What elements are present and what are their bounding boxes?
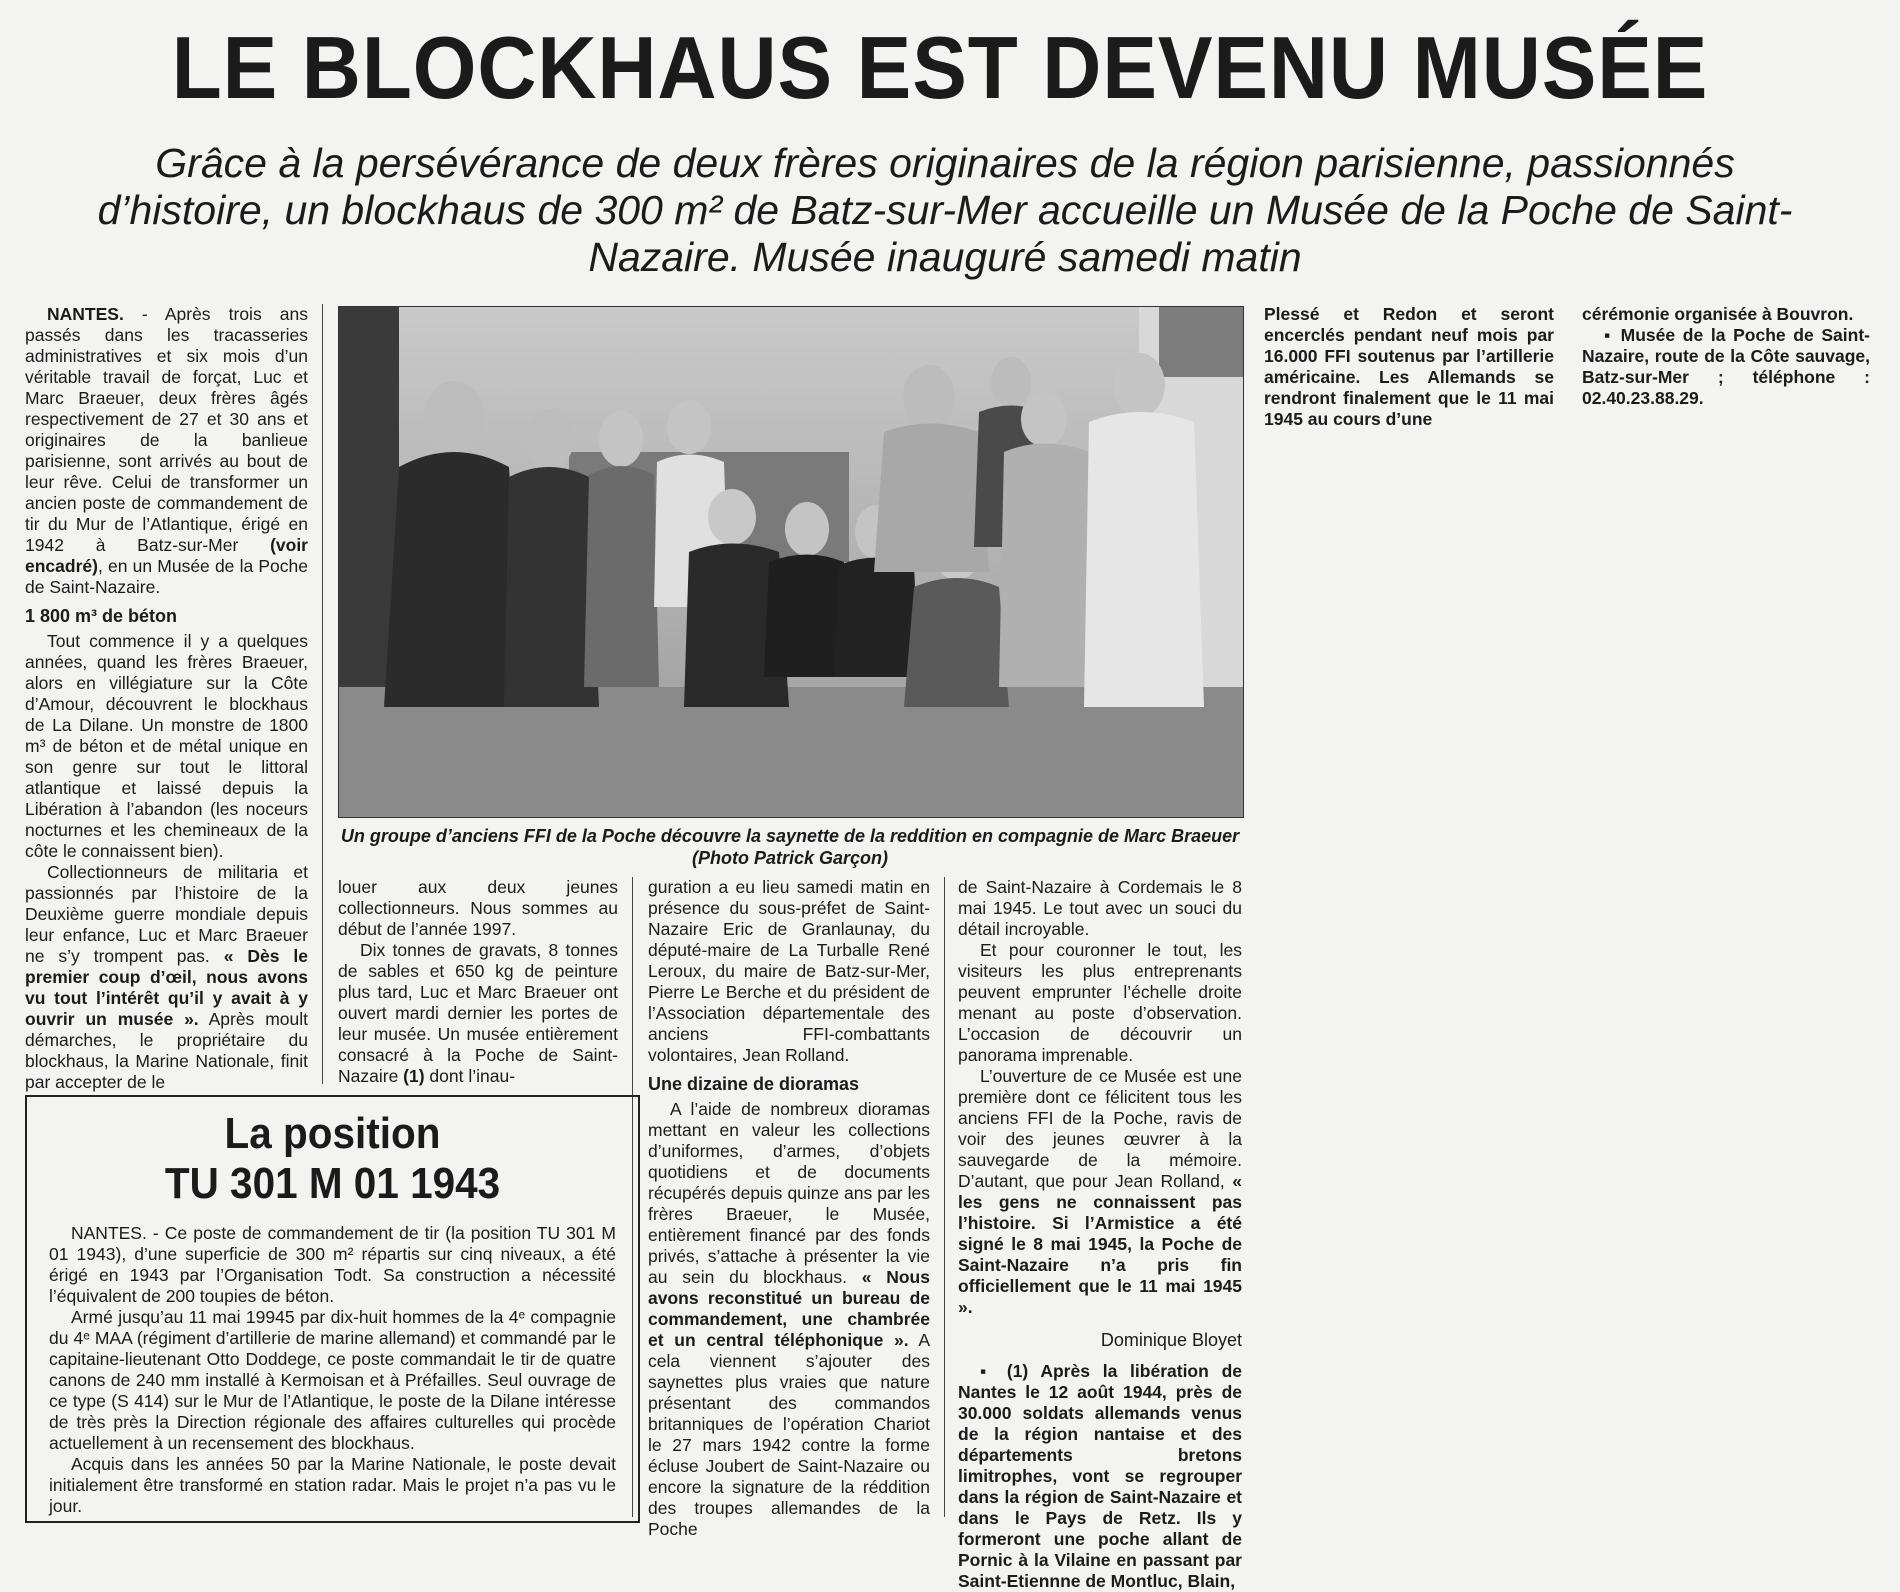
signature: Dominique Bloyet <box>1100 1330 1242 1350</box>
text: - Ce poste de commandement de tir (la position TU 301 M 01 1943), d’une superficie de 300 m² répartis sur cinq niveaux, a été érigé en 1943 par l’Organisation Todt. Sa construction a nécessité l’équivalent de 200 toupies de béton. <box>49 1223 616 1306</box>
group-photo <box>338 306 1244 818</box>
column-3-paragraph-1: guration a eu lieu samedi matin en présence du sous-préfet de Saint-Nazaire Eric de Granlaunay, du député-maire de La Turballe René Leroux, du maire de Batz-sur-Mer, Pierre Le Berche et du président de l’Association départementale des anciens FFI-combattants volontaires, Jean Rolland. <box>648 877 930 1065</box>
sidebar-box <box>25 1095 640 1523</box>
section-subtitle: 1 800 m³ de béton <box>25 606 178 626</box>
dateline: NANTES. <box>71 1223 147 1243</box>
headline: LE BLOCKHAUS EST DEVENU MUSÉE <box>171 18 1709 117</box>
sidebar-title-line-2: TU 301 M 01 1943 <box>164 1159 501 1208</box>
article-column-6 <box>1582 304 1870 424</box>
photo-illustration <box>339 307 1243 817</box>
sidebar-paragraph-2: Armé jusqu’au 11 mai 19945 par dix-huit hommes de la 4ᵉ compagnie du 4ᵉ MAA (régiment d’artillerie de marine allemand) et commandé par le capitaine-lieutenant Otto Doddege, ce poste commandait le tir de quatre canons de 240 mm installé à Kermoisan et à Préfailles. Seul ouvrage de ce type (S 414) sur le Mur de l’Atlantique, le poste de la Dilane intéresse de très près la Direction régionale des affaires culturelles qui procède actuellement à un recensement des blockhaus. <box>49 1307 616 1453</box>
text: - Après trois ans passés dans les tracasseries administratives et six mois d’un véritable travail de forçat, Luc et Marc Braeuer, deux frères âgés respectivement de 27 et 30 ans et originaires de la banlieue parisienne, sont arrivés au bout de leur rêve. Celui de transformer un ancien poste de commandement de tir du Mur de l’Atlantique, érigé en 1942 à Batz-sur-Mer <box>25 304 308 555</box>
text: dont l’inau- <box>424 1066 516 1086</box>
museum-info: ▪ Musée de la Poche de Saint-Nazaire, route de la Côte sauvage, Batz-sur-Mer ; téléphone : 02.40.23.88.29. <box>1582 325 1870 408</box>
text: A l’aide de nombreux dioramas mettant en valeur les collections d’uniformes, d’armes, d’objets quotidiens et de documents récupérés depuis quinze ans par les frères Braeuer, le Musée, entièrement financé par des fonds privés, s’attache à présenter la vie au sein du blockhaus. <box>648 1099 930 1287</box>
text: Collectionneurs de militaria et passionnés par l’histoire de la Deuxième guerre mondiale depuis leur enfance, Luc et Marc Braeuer ne s’y trompent pas. <box>25 862 308 966</box>
section-subtitle: Une dizaine de dioramas <box>648 1074 860 1094</box>
article-column-5 <box>1264 304 1554 429</box>
column-1-paragraph-2: Tout commence il y a quelques années, quand les frères Braeuer, alors en villégiature sur la Côte d’Amour, découvrent le blockhaus de La Dilane. Un monstre de 1800 m³ de béton et de métal unique en son genre sur tout le littoral atlantique et laissé depuis la Libération à l’abandon (les noceurs nocturnes et les chemineaux de la côte le connaissent bien). <box>25 631 308 861</box>
column-2-paragraph-1: louer aux deux jeunes collectionneurs. Nous sommes au début de l’année 1997. <box>338 877 618 939</box>
sidebar-title-line-1: La position <box>224 1109 441 1158</box>
photo-caption: Un groupe d’anciens FFI de la Poche découvre la saynette de la reddition en compagnie de Marc Braeuer (Photo Patrick Garçon) <box>340 826 1240 868</box>
column-1-paragraph-3 <box>25 862 308 1093</box>
text: Dix tonnes de gravats, 8 tonnes de sables et 650 kg de peinture plus tard, Luc et Marc Braeuer ont ouvert mardi dernier les portes de leur musée. Un musée entièrement consacré à la Poche de Saint-Nazaire <box>338 940 618 1086</box>
sidebar-paragraph-1 <box>49 1223 616 1307</box>
article-column-3 <box>648 877 930 1539</box>
sidebar-title <box>72 1109 594 1209</box>
column-divider <box>322 304 323 1084</box>
text: , en un Musée de la Poche de Saint-Nazaire. <box>25 556 308 597</box>
sidebar-text <box>49 1223 616 1517</box>
quote: « Nous avons reconstitué un bureau de commandement, une chambrée et un central téléphonique ». <box>648 1267 930 1350</box>
dateline: NANTES. <box>47 304 124 324</box>
subheadline: Grâce à la persévérance de deux frères originaires de la région parisienne, passionnés d’histoire, un blockhaus de 300 m² de Batz-sur-Mer accueille un Musée de la Poche de Saint-Nazaire. Musée inauguré samedi matin <box>97 140 1793 280</box>
article-column-2 <box>338 877 618 1087</box>
footnote-ref: (1) <box>403 1066 425 1086</box>
footnote: ▪ (1) Après la libération de Nantes le 12 août 1944, près de 30.000 soldats allemands venus de la région nantaise et des départements bretons limitrophes, vont se regrouper dans la région de Saint-Nazaire et dans le Pays de Retz. Ils y formeront une poche allant de Pornic à la Vilaine en passant par Saint-Etiennne de Montluc, Blain, <box>958 1361 1242 1591</box>
article-column-1 <box>25 304 308 1092</box>
text: L’ouverture de ce Musée est une première dont ce félicitent tous les anciens FFI de la Poche, ravis de voir des jeunes œuvrer à la sauvegarde de la mémoire. D’autant, que pour Jean Rolland, <box>958 1066 1242 1191</box>
text: Après moult démarches, le propriétaire du blockhaus, la Marine Nationale, finit par accepter de le <box>25 1009 308 1092</box>
column-4-paragraph-1: de Saint-Nazaire à Cordemais le 8 mai 1945. Le tout avec un souci du détail incroyable. <box>958 877 1242 939</box>
column-divider <box>944 877 945 1517</box>
article-column-4 <box>958 877 1242 1591</box>
quote: « les gens ne connaissent pas l’histoire. Si l’Armistice a été signé le 8 mai 1945, la Poche de Saint-Nazaire n’a pris fin officiellement que le 11 mai 1945 ». <box>958 1171 1242 1317</box>
text: A cela viennent s’ajouter des saynettes plus vraies que nature présentant des commandos britanniques de l’opération Chariot le 27 mars 1942 contre la forme écluse Joubert de Saint-Nazaire ou encore la signature de la réddition des troupes allemandes de la Poche <box>648 1330 930 1539</box>
column-2-paragraph-2 <box>338 940 618 1087</box>
column-4-paragraph-2: Et pour couronner le tout, les visiteurs les plus entreprenants peuvent emprunter l’échelle droite menant au poste d’observation. L’occasion de découvrir un panorama imprenable. <box>958 940 1242 1065</box>
column-6-text: cérémonie organisée à Bouvron. <box>1582 304 1854 324</box>
quote: « Dès le premier coup d’œil, nous avons vu tout l’intérêt qu’il y avait à y ouvrir un musée ». <box>25 946 308 1029</box>
column-5-text: Plessé et Redon et seront encerclés pendant neuf mois par 16.000 FFI soutenus par l’artillerie américaine. Les Allemands se rendront finalement que le 11 mai 1945 au cours d’une <box>1264 304 1554 429</box>
column-1-paragraph-1 <box>25 304 308 598</box>
column-3-paragraph-2 <box>648 1099 930 1540</box>
sidebar-paragraph-3: Acquis dans les années 50 par la Marine Nationale, le poste devait initialement être transformé en station radar. Mais le projet n’a pas vu le jour. <box>49 1454 616 1516</box>
reference: (voir encadré) <box>25 535 308 576</box>
column-4-paragraph-3 <box>958 1066 1242 1318</box>
